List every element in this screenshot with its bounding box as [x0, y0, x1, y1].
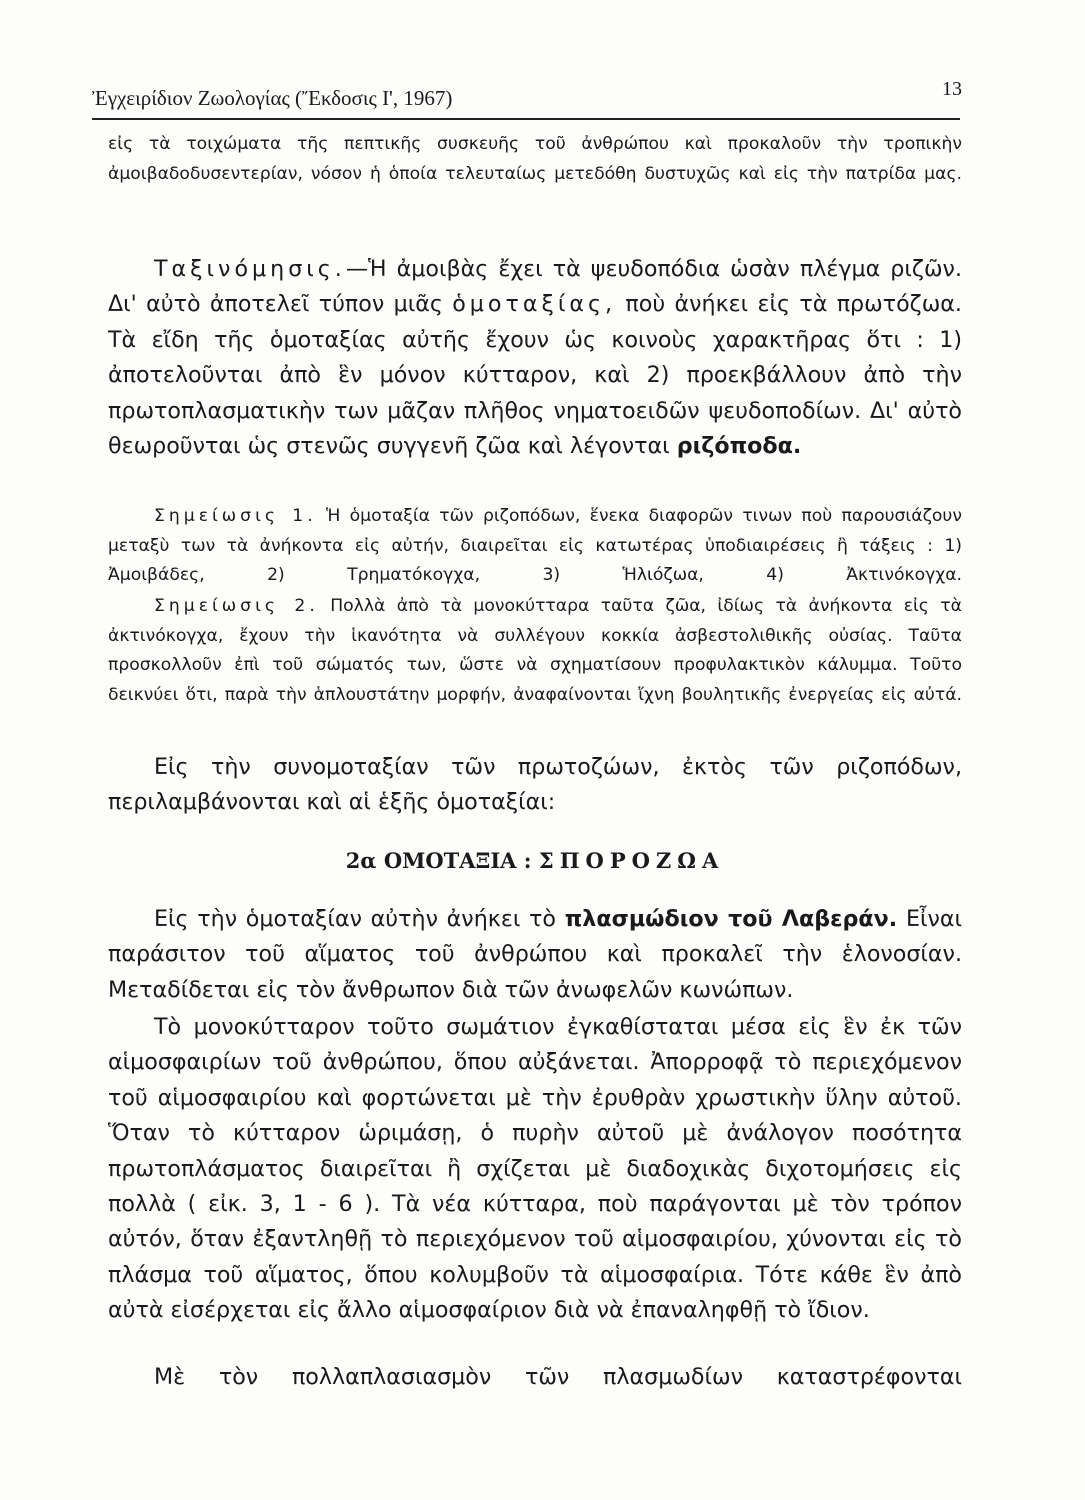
note-2	[108, 592, 962, 710]
sporozoa-paragraph-2	[108, 1010, 962, 1329]
para-3-text: Μὲ τὸν πολλαπλασιασμὸν τῶν πλασμωδίων καταστρέφονται	[154, 1364, 962, 1390]
taxonomy-term-rhizopoda: ριζόποδα.	[676, 433, 802, 460]
taxonomy-heading: Ταξινόμησις.	[154, 256, 346, 282]
plasmodium-term: πλασμώδιον τοῦ Λαβεράν.	[564, 906, 898, 932]
note-2-label: Σημείωσις 2.	[154, 596, 319, 616]
note-2-text: Πολλὰ ἀπὸ τὰ μονοκύτταρα ταῦτα ζῶα, ἰδίως τὰ ἀνήκοντα εἰς τὰ ἀκτινόκογχα, ἔχουν τὴν ἱκανότητα νὰ συλλέγουν κοκκία ἀσβεστολιθικῆς οὐσίας. Ταῦτα προσκολλοῦν ἐπὶ τοῦ σώματός των, ὥστε νὰ σχηματίσουν προφυλακτικὸν κάλυμμα. Τοῦτο δεικνύει ὅτι, παρὰ τὴν ἁπλουστάτην μορφήν, ἀναφαίνονται ἴχνη βουλητικῆς ἐνεργείας εἰς αὐτά.	[108, 596, 962, 705]
para-1-text-2: Εἶναι παράσιτον τοῦ αἵματος τοῦ ἀνθρώπου καὶ προκαλεῖ τὴν ἑλονοσίαν. Μεταδίδεται εἰς τὸν ἄνθρωπον διὰ τῶν ἀνωφελῶν κωνώπων.	[108, 906, 962, 1003]
taxonomy-text	[108, 252, 962, 464]
section-heading	[108, 848, 962, 873]
transition-text: Εἰς τὴν συνομοταξίαν τῶν πρωτοζώων, ἐκτὸς τῶν ριζοπόδων, περιλαμβάνονται καὶ αἱ ἑξῆς ὁμοταξίαι:	[108, 754, 962, 816]
header-title: Ἐγχειρίδιον Ζωολογίας (Ἔκδοσις Ι', 1967)	[92, 86, 453, 110]
sporozoa-paragraph-1	[108, 902, 962, 1008]
taxonomy-text-2: ποὺ ἀνήκει εἰς τὰ πρωτόζωα. Τὰ εἴδη τῆς ὁμοταξίας αὐτῆς ἔχουν ὡς κοινοὺς χαρακτῆρας ὅτι : 1) ἀποτελοῦνται ἀπὸ ἓν μόνον κύτταρον, καὶ 2) προεκβάλλουν ἀπὸ τὴν πρωτοπλασματικὴν των μᾶζαν πλῆθος νηματοειδῶν ψευδοποδίων. Δι' αὐτὸ θεωροῦνται ὡς στενῶς συγγενῆ ζῶα καὶ λέγονται	[108, 291, 962, 460]
header-rule	[92, 118, 960, 120]
intro-paragraph	[108, 130, 962, 189]
page-number: 13	[942, 78, 962, 100]
section-number: 2α ΟΜΟΤΑΞΙΑ :	[345, 848, 532, 873]
taxonomy-term-class: ὁμοταξίας,	[452, 291, 617, 318]
para-1-text-1: Εἰς τὴν ὁμοταξίαν αὐτὴν ἀνήκει τὸ	[154, 906, 556, 932]
intro-text: εἰς τὰ τοιχώματα τῆς πεπτικῆς συσκευῆς τοῦ ἀνθρώπου καὶ προκαλοῦν τὴν τροπικὴν ἀμοιβαδοδυσεντερίαν, νόσον ἡ ὁποία τελευταίως μετεδόθη δυστυχῶς καὶ εἰς τὴν πατρίδα μας.	[108, 134, 962, 184]
taxonomy-text-1: —Ἡ ἀμοιβὰς ἔχει τὰ ψευδοπόδια ὡσὰν πλέγμα ριζῶν. Δι' αὐτὸ ἀποτελεῖ τύπον μιᾶς	[108, 256, 962, 318]
sporozoa-paragraph-3	[108, 1360, 962, 1395]
note-1-label: Σημείωσις 1.	[154, 506, 317, 526]
note-1-text: Ἡ ὁμοταξία τῶν ριζοπόδων, ἕνεκα διαφορῶν τινων ποὺ παρουσιάζουν μεταξὺ των τὰ ἀνήκοντα εἰς αὐτήν, διαιρεῖται εἰς κατωτέρας ὑποδιαιρέσεις ἢ τάξεις : 1) Ἀμοιβάδες, 2) Τρηματόκογχα, 3) Ἡλιόζωα, 4) Ἀκτινόκογχα.	[108, 506, 962, 586]
para-2-text: Τὸ μονοκύτταρον τοῦτο σωμάτιον ἐγκαθίσταται μέσα εἰς ἓν ἐκ τῶν αἱμοσφαιρίων τοῦ ἀνθρώπου, ὅπου αὐξάνεται. Ἀπορροφᾷ τὸ περιεχόμενον τοῦ αἱμοσφαιρίου καὶ φορτώνεται μὲ τὴν ἐρυθρὰν χρωστικὴν ὕλην αὐτοῦ. Ὅταν τὸ κύτταρον ὡριμάσῃ, ὁ πυρὴν αὐτοῦ μὲ ἀνάλογον ποσότητα πρωτοπλάσματος διαιρεῖται ἢ σχίζεται μὲ διαδοχικὰς διχοτομήσεις εἰς πολλὰ ( εἰκ. 3, 1 - 6 ). Τὰ νέα κύτταρα, ποὺ παράγονται μὲ τὸν τρόπον αὐτόν, ὅταν ἐξαντληθῇ τὸ περιεχόμενον τοῦ αἱμοσφαιρίου, χύνονται εἰς τὸ πλάσμα τοῦ αἵματος, ὅπου κολυμβοῦν τὰ αἱμοσφαίρια. Τότε κάθε ἓν ἀπὸ αὐτὰ εἰσέρχεται εἰς ἄλλο αἱμοσφαίριον διὰ νὰ ἐπαναληφθῇ τὸ ἴδιον.	[108, 1014, 962, 1324]
taxonomy-paragraph	[108, 252, 962, 464]
note-1	[108, 502, 962, 591]
transition-paragraph	[108, 750, 962, 821]
section-name: ΣΠΟΡΟΖΩΑ	[538, 848, 725, 873]
